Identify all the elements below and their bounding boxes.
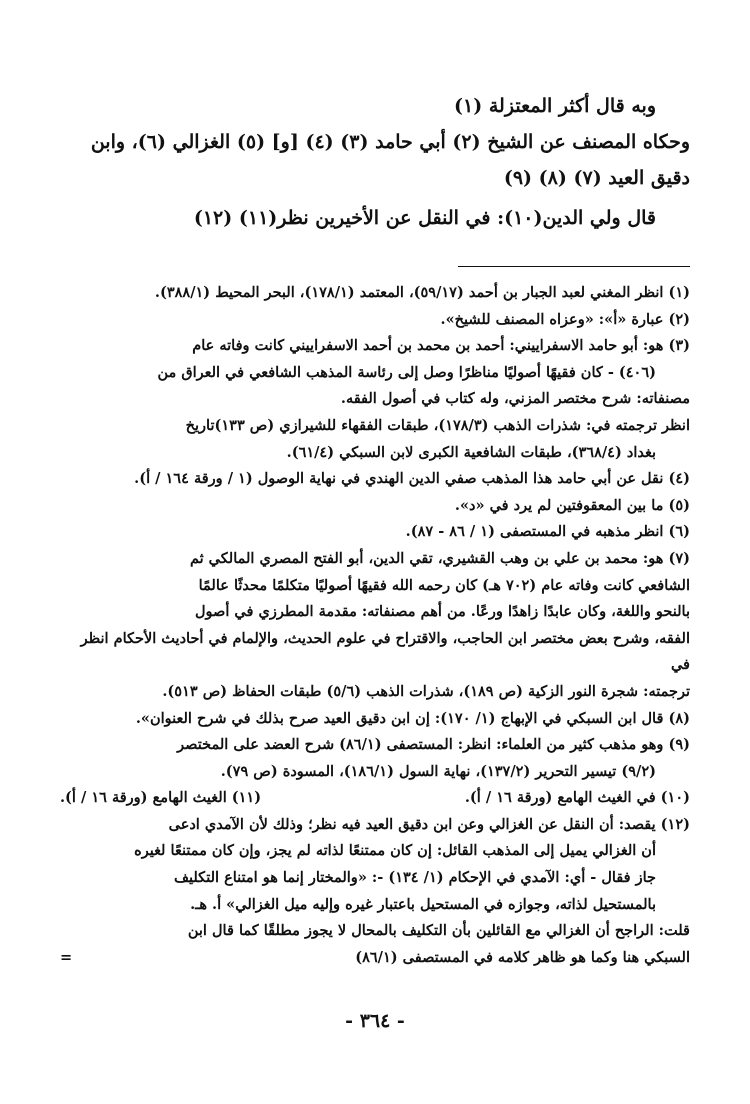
footnote-line: (١١) الغيث الهامع (ورقة ١٦ / أ). [60,789,262,807]
footnote-line: انظر ترجمته في: شذرات الذهب (١٧٨/٣)، طبقات الفقهاء للشيرازي (ص ١٣٣)تاريخ [185,416,690,434]
footnote-line: مصنفاته: شرح مختصر المزني، وله كتاب في أصول الفقه. [340,390,690,408]
footnote-line: الشافعي كانت وفاته عام (٧٠٢ هـ) كان رحمه الله فقيهًا أصوليًا متكلمًا محدثًا عالمًا [198,576,690,594]
footnote-line: (١٢) يقصد: أن النقل عن الغزالي وعن ابن دقيق العيد فيه نظر؛ وذلك لأن الآمدي ادعى [168,815,690,833]
footnote-line: (٩) وهو مذهب كثير من العلماء: انظر: المستصفى (٨٦/١) شرح العضد على المختصر [177,736,690,754]
main-line: قال ولي الدين(١٠): في النقل عن الأخيرين نظر(١١) (١٢) [193,207,656,229]
main-line: وبه قال أكثر المعتزلة (١) [454,95,656,117]
footnote-line: (٥) ما بين المعقوفتين لم يرد في «د». [454,496,690,514]
footnote-line: جاز فقال - أي: الآمدي في الإحكام (١/ ١٣٤) -: «والمختار إنما هو امتناع التكليف [174,869,656,887]
footnote-line: بالمستحيل لذاته، وجوازه في المستحيل باعتبار غيره وإليه ميل الغزالي» أ. هـ. [190,895,656,913]
footnote-line: بالنحو واللغة، وكان عابدًا زاهدًا ورعًا. من أهم مصنفاته: مقدمة المطرزي في أصول [194,603,690,621]
footnote-line: (٨) قال ابن السبكي في الإبهاج (١/ ١٧٠): إن ابن دقيق العيد صرح بذلك في شرح العنوان». [135,709,690,727]
footnote-line: (٧) هو: محمد بن علي بن وهب القشيري، تقي الدين، أبو الفتح المصري المالكي ثم [189,549,690,567]
footnote-line: السبكي هنا وكما هو ظاهر كلامه في المستصفى (٨٦/١) [355,948,690,966]
footnote-line: (١) انظر المغني لعبد الجبار بن أحمد (٥٩/١٧)، المعتمد (١٧٨/١)، البحر المحيط (٣٨٨/١). [154,284,690,301]
footnote-separator [458,266,690,267]
footnote-pair [60,785,690,812]
footnote-line: (٩/٢) تيسير التحرير (١٣٧/٢)، نهاية السول (١٨٦/١)، المسودة (ص ٧٩). [220,762,656,780]
footnotes [60,280,690,971]
main-text [60,88,690,236]
footnote-pair [60,945,690,972]
main-line: وحكاه المصنف عن الشيخ (٢) أبي حامد (٣) (٤) [و] (٥) الغزالي (٦)، وابن [90,131,690,153]
footnote-line: قلت: الراجح أن الغزالي مع القائلين بأن التكليف بالمحال لا يجوز مطلقًا كما قال ابن [187,922,690,940]
continuation-mark: = [60,948,73,966]
page-number: - ٣٦٤ - [345,1010,405,1032]
footnote-line: (٢) عبارة «أ»: «وعزاه المصنف للشيخ». [440,310,690,328]
footnote-line: أن الغزالي يميل إلى المذهب القائل: إن كان ممتنعًا لذاته لم يجز، وإن كان ممتنعًا لغيره [134,842,656,860]
footnote-line: بغداد (٣٦٨/٤)، طبقات الشافعية الكبرى لابن السبكي (٦١/٤). [286,443,656,461]
footnote-line: الفقه، وشرح بعض مختصر ابن الحاجب، والاقتراح في علوم الحديث، والإلمام في أحاديث الأحكام انظر في [80,629,690,674]
footnote-line: (٦) انظر مذهبه في المستصفى (١ / ٨٦ - ٨٧). [405,523,690,541]
footnote-line: (٣) هو: أبو حامد الاسفراييني: أحمد بن محمد بن أحمد الاسفراييني كانت وفاته عام [192,337,690,355]
footnote-line: ترجمته: شجرة النور الزكية (ص ١٨٩)، شذرات الذهب (٥/٦) طبقات الحفاظ (ص ٥١٣). [162,682,690,700]
footnote-line: (٤) نقل عن أبي حامد هذا المذهب صفي الدين الهندي في نهاية الوصول (١ / ورقة ١٦٤ / أ). [134,470,690,488]
footnote-line: (١٠) في الغيث الهامع (ورقة ١٦ / أ). [464,789,690,807]
footnote-line: (٤٠٦) - كان فقيهًا أصوليًا مناظرًا وصل إلى رئاسة المذهب الشافعي في العراق من [157,363,656,381]
main-line: دقيق العيد (٧) (٨) (٩) [503,167,690,189]
